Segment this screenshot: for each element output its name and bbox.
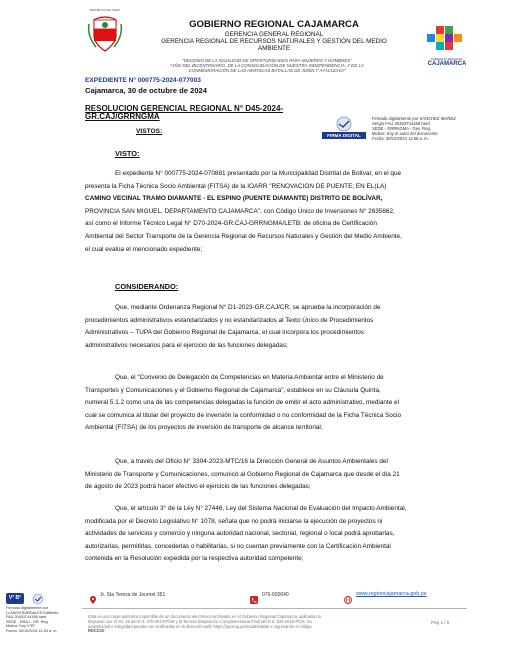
quote-line-3: CONMEMORACIÓN DE LAS HEROICAS BATALLAS DE JUNÍN Y AYACUCHO" — [188, 68, 346, 74]
text-line: Que, el artículo 3° de la Ley N° 27446, Ley del Sistema Nacional de Evaluación del Impacto Ambiental, — [115, 505, 407, 512]
firma-digital-badge — [320, 115, 368, 141]
location-pin-icon — [90, 591, 96, 599]
left-signature-details — [6, 606, 76, 634]
text-line: Ambiental del Sector Transporte de la Gerencia Regional de Recursos Naturales y Gestión del Medio Ambiente, — [85, 232, 402, 240]
sig-left-line: Motivo: Doy V°B° — [6, 624, 36, 629]
text-line: numeral 5.1.2 como una de las competencias delegadas la función de emitir el acto administrativo, mediante el — [85, 399, 400, 407]
firma-digital-label: FIRMA DIGITAL — [327, 133, 361, 138]
verification-code: RDCD10 — [88, 628, 105, 634]
text-line: El expediente N° 000775-2024-070881 presentado por la Municipalidad Distrital de Bolívar, en el que — [115, 170, 402, 177]
subtitle-line-3: AMBIENTE — [257, 45, 291, 53]
text-line: cual se comunica al titular del proyecto de inversión la conformidad o no conformidad de la Ficha Técnica Socio — [85, 411, 402, 419]
resolution-title — [85, 105, 300, 121]
document-date: Cajamarca, 30 de octubre de 2024 — [85, 86, 207, 95]
text-line: administrativos necesarios para el ejercicio de las funciones delegadas; — [85, 341, 288, 349]
sig-top-line: Sergio FAU 20453744168 hard — [372, 121, 430, 126]
peru-coat-of-arms-logo — [86, 14, 124, 54]
text-line: procedimientos administrativos estandarizados y no estandarizados al Texto Único de Procedimientos — [85, 316, 374, 324]
text-line: Administrativos – TUPA del Gobierno Regional de Cajamarca, el cual incorpora los procedimientos — [85, 329, 364, 337]
text-line: Que, mediante Ordenanza Regional N° D1-2023-GR.CAJ/CR, se aprueba la incorporación de — [115, 304, 381, 311]
text-line: presenta la Ficha Técnica Socio Ambiental (FITSA) de la IOARR "RENOVACION DE PUENTE; EN EL(LA) — [85, 182, 387, 190]
resolution-line-1: RESOLUCION GERENCIAL REGIONAL N° D45-2024- — [85, 104, 284, 113]
text-line: Que, el "Convenio de Delegación de Competencias en Materia Ambiental entre el Ministerio de — [115, 374, 384, 381]
left-signature-block — [6, 592, 76, 634]
subtitle-line-1: GERENCIA GENERAL REGIONAL — [224, 31, 324, 38]
org-title: GOBIERNO REGIONAL CAJAMARCA — [189, 19, 359, 30]
vb-badge — [6, 592, 76, 606]
text-line: CAMINO VECINAL TRAMO DIAMANTE - EL ESPINO (PUENTE DIAMANTE) DISTRITO DE BOLÍVAR, — [85, 195, 383, 203]
sig-left-line: Firmado digitalmente por — [6, 606, 48, 610]
sig-top-line: Motivo: Soy el autor del documento — [372, 131, 438, 136]
text-line: modificada por el Decreto Legislativo N° 1078, señala que no podrá iniciarse la ejecución de proyectos ni — [85, 517, 383, 525]
considerando-paragraph-4 — [85, 503, 465, 566]
cajamarca-logo — [418, 24, 476, 67]
text-line: así como el Informe Técnico Legal N° D70-2024-GR.CAJ-GRRNGMA/LETB; de oficina de Certificación — [85, 220, 377, 228]
text-line: Que, a través del Oficio N° 3304-2023-MTC/16 la Dirección General de Asuntos Ambientales del — [115, 458, 388, 465]
text-line: Ambiental (FITSA) de los proyectos de inversión de transporte de alcance territorial; — [85, 424, 323, 432]
considerando-paragraph-2 — [85, 372, 465, 435]
vistos-header: VISTOS: — [136, 128, 163, 135]
signature-top-details — [372, 116, 456, 141]
sig-top-line: Fecha: 30/10/2024 11:55 a. m. — [372, 136, 429, 141]
text-line: Transportes y Comunicaciones y el Gobierno Regional de Cajamarca", establece en su Cláusula Quinta, — [85, 386, 381, 394]
sig-top-line: Firmado digitalmente por SANCHEZ IBAÑEZ — [372, 116, 456, 121]
sig-left-line: LLANOS BARDALES Edilberto — [6, 610, 59, 615]
text-line: el cual evalúa el mencionado expediente; — [85, 245, 203, 253]
sig-top-line: SEDE - GRRNGMA - Gev. Reg. — [372, 126, 432, 131]
expediente-number: EXPEDIENTE N° 000775-2024-077003 — [85, 77, 201, 84]
text-line: actividades de servicios y comercio y ninguna autoridad nacional, sectorial, regional o local podrá aprobarlas, — [85, 530, 395, 538]
sig-left-line: FAU 20453744168 hard — [6, 615, 47, 620]
logo-cajamarca-text: CAJAMARCA — [427, 61, 467, 67]
sig-left-line: SEDE - DRAJ - DR. Reg. — [6, 619, 49, 624]
legal-line: Esta es una copia auténtica imprimible de un documento electrónico archivado en el Gobierno Regional Cajamarca, aplicando lo — [88, 614, 322, 619]
vb-label: V° B° — [8, 595, 22, 601]
logo-left-caption: REPÚBLICA DEL PERÚ — [89, 8, 121, 12]
text-line: de agosto de 2023 podrá hacer efectivo el ejercicio de las funciones delegadas; — [85, 483, 311, 491]
text-line: PROVINCIA SAN MIGUEL, DEPARTAMENTO CAJAMARCA", con Código Único de Inversiones N° 2635662, — [85, 207, 395, 215]
legal-notice — [88, 615, 388, 634]
phone-icon — [250, 591, 258, 599]
decade-quote — [126, 58, 408, 74]
text-line: autorizarlas, permitirlas, concederlas o habilitarlas, si no cuentan previamente con la Certificación Ambiental — [85, 542, 391, 550]
text-line: Ministerio de Transporte y Comunicaciones, comunicó al Gobierno Regional de Cajamarca que desde el día 21 — [85, 470, 400, 478]
visto-title: VISTO: — [115, 149, 140, 158]
text-line: contenida en la Resolución expedida por la respectiva autoridad competente; — [85, 555, 304, 563]
considerando-title: CONSIDERANDO: — [115, 282, 179, 291]
footer-contact-bar — [82, 590, 472, 602]
sig-left-line: Fecha: 30/10/2024 11:53 a. m. — [6, 628, 58, 633]
considerando-paragraph-1 — [85, 302, 465, 352]
legal-line: autenticidad e integridad pueden ser verificadas en la dirección web: https://gorecaj.pe/mad3/validar e ingresando el código — [88, 623, 312, 629]
quote-line-1: "DECENIO DE LA IGUALDAD DE OPORTUNIDADES PARA MUJERES Y HOMBRES" — [182, 58, 352, 63]
subtitle-line-2: GERENCIA REGIONAL DE RECURSOS NATURALES Y GESTIÓN DEL MEDIO — [161, 38, 387, 46]
org-subtitle — [140, 31, 408, 53]
quote-line-2: "AÑO DEL BICENTENARIO, DE LA CONSOLIDACIÓN DE NUESTRA INDEPENDENCIA, Y DE LA — [170, 63, 364, 69]
legal-line: dispuesto por el Art. 25 del D.S. 070-2013-PCM y la Tercera Disposición Complementaria Final del D.S. 026-2016-PCM. Su — [88, 618, 312, 624]
footer-address: Jr. Sta Teresa de Journet 351 — [100, 592, 166, 598]
footer-phone: 076-600040 — [262, 592, 289, 598]
globe-icon — [344, 591, 352, 599]
considerando-paragraph-3 — [85, 456, 465, 494]
footer-website-link[interactable]: www.regioncajamarca.gob.pe — [356, 591, 427, 597]
page-number: Pág 1 / 5 — [431, 620, 450, 625]
footer-divider — [82, 608, 467, 609]
visto-paragraph — [85, 168, 465, 256]
resolution-line-2: GR.CAJ/GRRNGMA — [85, 112, 160, 121]
logo-gov-text: GOBIERNO REGIONAL — [430, 57, 464, 61]
